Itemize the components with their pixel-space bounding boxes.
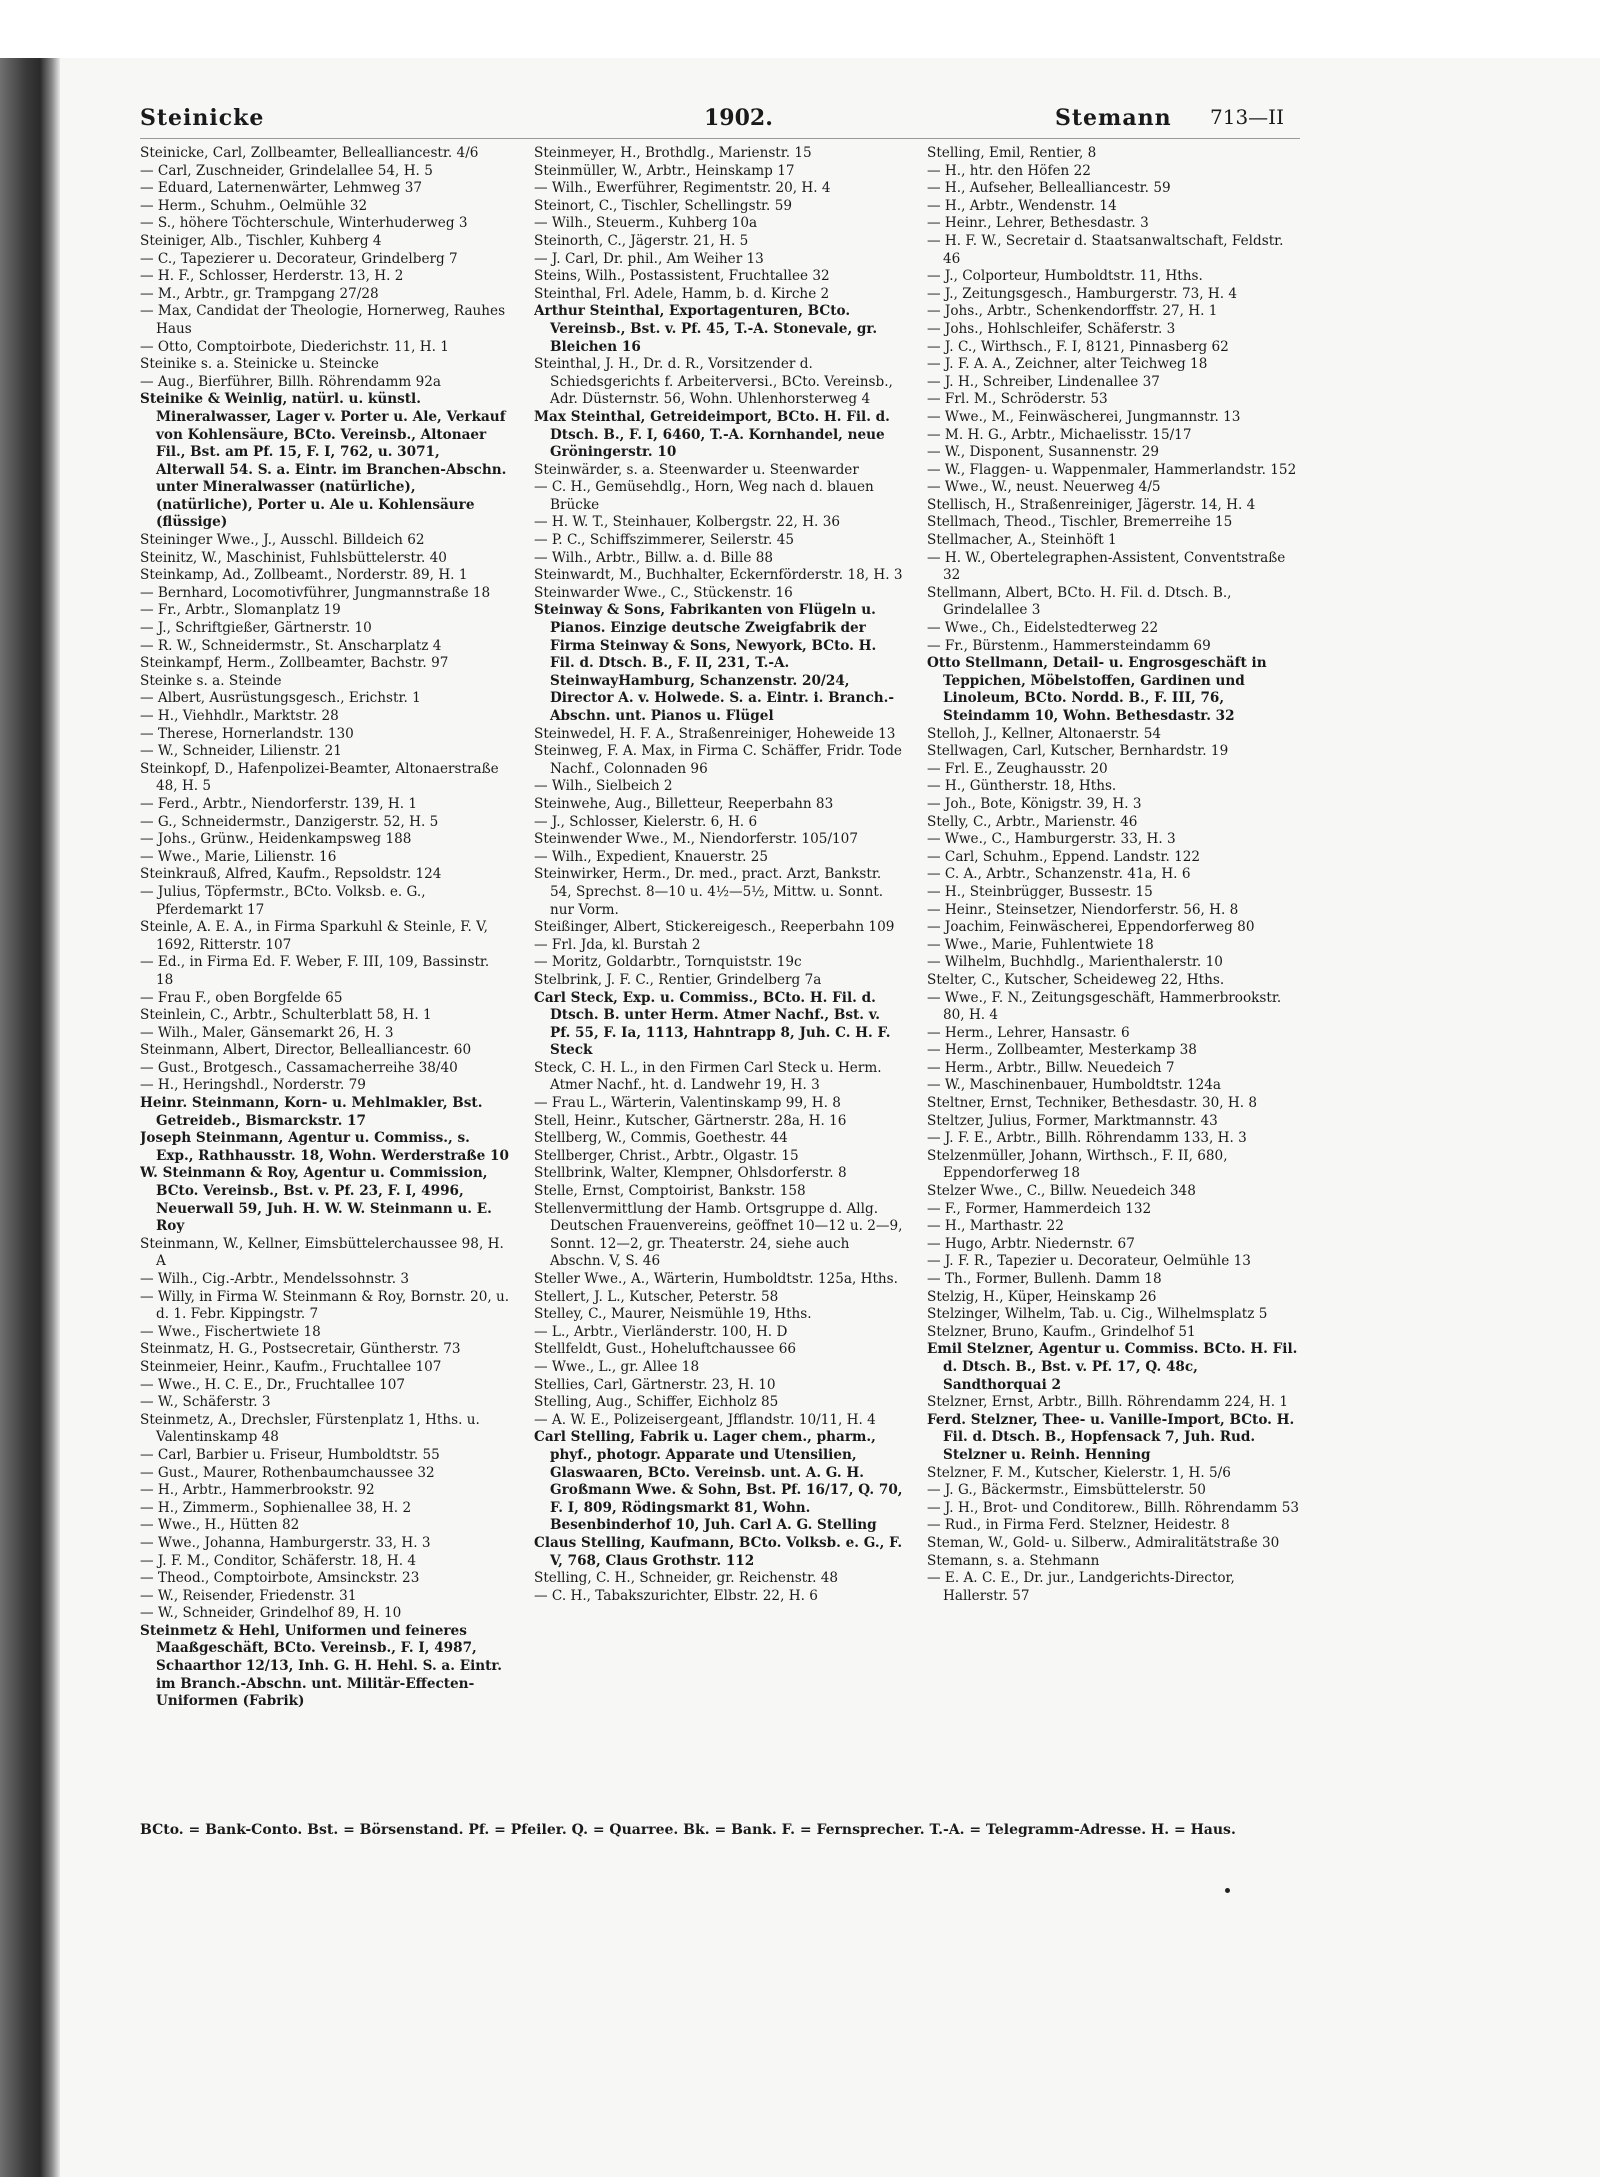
directory-entry: Stellwagen, Carl, Kutscher, Bernhardstr. 19	[927, 743, 1229, 760]
directory-entry: — H., Steinbrügger, Bussestr. 15	[927, 883, 1153, 900]
ink-speck	[1225, 1888, 1230, 1893]
directory-entry: Steinmatz, H. G., Postsecretair, Güntherstr. 73	[140, 1341, 461, 1358]
directory-entry: — J., Colporteur, Humboldtstr. 11, Hths.	[927, 268, 1203, 285]
directory-entry: — Johs., Grünw., Heidenkampsweg 188	[140, 831, 412, 848]
directory-entry: Stelle, Ernst, Comptoirist, Bankstr. 158	[534, 1183, 806, 1200]
directory-entry: — L., Arbtr., Vierländerstr. 100, H. D	[534, 1323, 788, 1340]
directory-entry: Arthur Steinthal, Exportagenturen, BCto. Vereinsb., Bst. v. Pf. 45, T.-A. Stonevale, gr. Bleichen 16	[534, 303, 878, 355]
directory-entry: — J. Carl, Dr. phil., Am Weiher 13	[534, 250, 764, 267]
directory-entry: — Wilh., Steuerm., Kuhberg 10a	[534, 215, 758, 232]
directory-entry: — Herm., Lehrer, Hansastr. 6	[927, 1024, 1130, 1041]
directory-entry: Steinkrauß, Alfred, Kaufm., Repsoldstr. 124	[140, 866, 442, 883]
directory-entry: — H., htr. den Höfen 22	[927, 162, 1091, 179]
directory-entry: — J. H., Brot- und Conditorew., Billh. Röhrendamm 53	[927, 1499, 1300, 1516]
directory-entry: Stemann, s. a. Stehmann	[927, 1552, 1100, 1569]
directory-entry: Steinkampf, Herm., Zollbeamter, Bachstr. 97	[140, 655, 449, 672]
directory-entry: — Otto, Comptoirbote, Diederichstr. 11, H. 1	[140, 338, 449, 355]
directory-entry: — H. F. W., Secretair d. Staatsanwaltschaft, Feldstr. 46	[927, 232, 1284, 267]
directory-entry: Stelzner, Bruno, Kaufm., Grindelhof 51	[927, 1323, 1196, 1340]
column-2	[534, 145, 904, 1825]
directory-entry: — H., Marthastr. 22	[927, 1218, 1064, 1235]
directory-entry: — Wwe., C., Hamburgerstr. 33, H. 3	[927, 831, 1176, 848]
directory-entry: — Frau F., oben Borgfelde 65	[140, 989, 343, 1006]
directory-entry: Steiniger, Alb., Tischler, Kuhberg 4	[140, 232, 382, 249]
directory-entry: Stelling, Aug., Schiffer, Eichholz 85	[534, 1394, 779, 1411]
directory-entry: Steinmann, W., Kellner, Eimsbüttelerchaussee 98, H. A	[140, 1235, 504, 1270]
directory-entry: — Wilh., Sielbeich 2	[534, 778, 673, 795]
directory-entry: — J. F. E., Arbtr., Billh. Röhrendamm 133, H. 3	[927, 1130, 1247, 1147]
directory-entry: — Frl. M., Schröderstr. 53	[927, 391, 1108, 408]
directory-entry: — C. H., Gemüsehdlg., Horn, Weg nach d. blauen Brücke	[534, 479, 874, 513]
directory-entry: — Albert, Ausrüstungsgesch., Erichstr. 1	[140, 690, 421, 707]
directory-entry: — Frau L., Wärterin, Valentinskamp 99, H. 8	[534, 1095, 841, 1112]
directory-entry: Stelzinger, Wilhelm, Tab. u. Cig., Wilhelmsplatz 5	[927, 1306, 1268, 1323]
directory-entry: — Wwe., H. C. E., Dr., Fruchtallee 107	[140, 1376, 406, 1393]
directory-entry: Steinmann, Albert, Director, Bellealliancestr. 60	[140, 1042, 472, 1059]
directory-entry: — Wilh., Ewerführer, Regimentstr. 20, H. 4	[534, 180, 831, 197]
directory-entry: — Wilh., Maler, Gänsemarkt 26, H. 3	[140, 1024, 394, 1041]
directory-entry: Stell, Heinr., Kutscher, Gärtnerstr. 28a, H. 16	[534, 1112, 847, 1129]
directory-entry: — Bernhard, Locomotivführer, Jungmannstraße 18	[140, 584, 491, 601]
directory-entry: — H., Zimmerm., Sophienallee 38, H. 2	[140, 1499, 412, 1516]
directory-entry: — Fr., Arbtr., Slomanplatz 19	[140, 602, 341, 619]
directory-entry: Steinorth, C., Jägerstr. 21, H. 5	[534, 232, 749, 249]
directory-entry: Stelly, C., Arbtr., Marienstr. 46	[927, 813, 1138, 830]
directory-entry: — Moritz, Goldarbtr., Tornquiststr. 19c	[534, 954, 802, 971]
directory-entry: — Aug., Bierführer, Billh. Röhrendamm 92a	[140, 373, 441, 390]
directory-columns	[140, 145, 1300, 1825]
directory-entry: — Frl. E., Zeughausstr. 20	[927, 760, 1108, 777]
directory-entry: — J., Schlosser, Kielerstr. 6, H. 6	[534, 813, 758, 830]
column-3	[927, 145, 1300, 1825]
directory-entry: — Joh., Bote, Königstr. 39, H. 3	[927, 795, 1142, 812]
directory-entry: — Rud., in Firma Ferd. Stelzner, Heidestr. 8	[927, 1517, 1230, 1534]
directory-entry: — W., Schäferstr. 3	[140, 1394, 271, 1411]
directory-entry: Stelzner, F. M., Kutscher, Kielerstr. 1, H. 5/6	[927, 1464, 1231, 1481]
directory-entry: Stellberger, Christ., Arbtr., Olgastr. 15	[534, 1147, 799, 1164]
directory-entry: — W., Reisender, Friedenstr. 31	[140, 1587, 357, 1604]
directory-entry: Steinle, A. E. A., in Firma Sparkuhl & Steinle, F. V, 1692, Ritterstr. 107	[140, 919, 488, 953]
directory-entry: Steinwarder Wwe., C., Stückenstr. 16	[534, 584, 793, 601]
directory-entry: — Wwe., Ch., Eidelstedterweg 22	[927, 620, 1159, 637]
directory-entry: Steinwehe, Aug., Billetteur, Reeperbahn 83	[534, 795, 834, 812]
directory-entry: Joseph Steinmann, Agentur u. Commiss., s. Exp., Rathhausstr. 18, Wohn. Werderstraße 10	[140, 1130, 509, 1164]
directory-entry: Steller Wwe., A., Wärterin, Humboldtstr. 125a, Hths.	[534, 1271, 898, 1287]
scan-top-margin	[0, 0, 1600, 58]
directory-entry: — J. H., Schreiber, Lindenallee 37	[927, 373, 1160, 390]
directory-entry: — Ferd., Arbtr., Niendorferstr. 139, H. 1	[140, 795, 418, 812]
directory-entry: — W., Schneider, Lilienstr. 21	[140, 743, 342, 760]
directory-entry: — Wwe., L., gr. Allee 18	[534, 1358, 700, 1375]
directory-entry: Steinthal, J. H., Dr. d. R., Vorsitzender d. Schiedsgerichts f. Arbeiterversi., BCto. Vereinsb., Adr. Düsternstr. 56, Wohn. Uhlenhorsterweg 4	[534, 356, 893, 408]
directory-entry: — Th., Former, Bullenh. Damm 18	[927, 1271, 1162, 1287]
directory-entry: — A. W. E., Polizeisergeant, Jfflandstr. 10/11, H. 4	[534, 1411, 876, 1428]
directory-entry: — Herm., Arbtr., Billw. Neuedeich 7	[927, 1059, 1175, 1076]
directory-entry: — Wilhelm, Buchhdlg., Marienthalerstr. 10	[927, 954, 1223, 971]
directory-entry: — H. W. T., Steinhauer, Kolbergstr. 22, H. 36	[534, 514, 840, 531]
directory-entry: Otto Stellmann, Detail- u. Engrosgeschäft in Teppichen, Möbelstoffen, Gardinen und Linoleum, BCto. Nordd. B., F. III, 76, Steindamm 10, Wohn. Bethesdastr. 32	[927, 655, 1267, 724]
directory-entry: Max Steinthal, Getreideimport, BCto. H. Fil. d. Dtsch. B., F. I, 6460, T.-A. Kornhandel, neue Gröningerstr. 10	[534, 408, 890, 461]
directory-entry: — Carl, Zuschneider, Grindelallee 54, H. 5	[140, 162, 433, 179]
directory-entry: Stelloh, J., Kellner, Altonaerstr. 54	[927, 725, 1162, 742]
directory-entry: Stelter, C., Kutscher, Scheideweg 22, Hths.	[927, 971, 1225, 988]
page-header	[140, 105, 1300, 141]
directory-entry: Stelbrink, J. F. C., Rentier, Grindelberg 7a	[534, 971, 822, 988]
directory-entry: — Hugo, Arbtr. Niedernstr. 67	[927, 1235, 1135, 1252]
directory-entry: — J. F. M., Conditor, Schäferstr. 18, H. 4	[140, 1552, 417, 1569]
directory-entry: — H., Viehhdlr., Marktstr. 28	[140, 708, 339, 724]
directory-entry: Steinike & Weinlig, natürl. u. künstl. Mineralwasser, Lager v. Porter u. Ale, Verkauf von Kohlensäure, BCto. Vereinsb., Altonaer Fil., Bst. am Pf. 15, F. I, 762, u. 3071, Alterwall 54. S. a. Eintr. im Branchen-Abschn. unter Mineralwasser (natürliche), (natürliche), Porter u. Ale u. Kohlensäure (flüssige)	[140, 391, 507, 531]
directory-entry: Steinike s. a. Steinicke u. Steincke	[140, 356, 379, 373]
directory-entry: — Wwe., Johanna, Hamburgerstr. 33, H. 3	[140, 1534, 431, 1551]
directory-entry: — Wilh., Arbtr., Billw. a. d. Bille 88	[534, 549, 773, 566]
directory-entry: — C., Tapezierer u. Decorateur, Grindelberg 7	[140, 250, 458, 267]
directory-entry: — J. G., Bäckermstr., Eimsbüttelerstr. 50	[927, 1482, 1206, 1499]
directory-entry: — W., Maschinenbauer, Humboldtstr. 124a	[927, 1077, 1222, 1094]
directory-entry: — H., Aufseher, Bellealliancestr. 59	[927, 180, 1171, 197]
directory-entry: Steininger Wwe., J., Ausschl. Billdeich 62	[140, 532, 425, 549]
directory-entry: Steinwardt, M., Buchhalter, Eckernförderstr. 18, H. 3	[534, 567, 903, 584]
directory-entry: Steinmetz & Hehl, Uniformen und feineres Maaßgeschäft, BCto. Vereinsb., F. I, 4987, Schaarthor 12/13, Inh. G. H. Hehl. S. a. Eintr. im Branch.-Abschn. unt. Militär-Effecten-Uniformen (Fabrik)	[140, 1622, 503, 1710]
directory-entry: — Wilh., Cig.-Arbtr., Mendelssohnstr. 3	[140, 1271, 410, 1287]
directory-entry: Steinwärder, s. a. Steenwarder u. Steenwarder	[534, 461, 859, 478]
directory-entry: — H. W., Obertelegraphen-Assistent, Conventstraße 32	[927, 549, 1286, 584]
column-1	[140, 145, 510, 1825]
directory-entry: — Herm., Zollbeamter, Mesterkamp 38	[927, 1042, 1197, 1059]
directory-entry: — Gust., Brotgesch., Cassamacherreihe 38/40	[140, 1059, 458, 1076]
directory-entry: — Wwe., H., Hütten 82	[140, 1517, 300, 1534]
directory-entry: Steltzer, Julius, Former, Marktmannstr. 43	[927, 1112, 1218, 1129]
directory-entry: Carl Steck, Exp. u. Commiss., BCto. H. Fil. d. Dtsch. B. unter Herm. Atmer Nachf., Bst. v. Pf. 55, F. Ia, 1113, Hahntrapp 8, Juh. C. H. F. Steck	[534, 989, 891, 1059]
directory-entry: — H., Arbtr., Wendenstr. 14	[927, 197, 1117, 214]
directory-entry: — Frl. Jda, kl. Burstah 2	[534, 936, 701, 953]
directory-entry: — Johs., Arbtr., Schenkendorffstr. 27, H. 1	[927, 303, 1218, 320]
directory-entry: — W., Disponent, Susannenstr. 29	[927, 444, 1160, 461]
directory-entry: Steinlein, C., Arbtr., Schulterblatt 58, H. 1	[140, 1007, 432, 1024]
directory-entry: Steinweg, F. A. Max, in Firma C. Schäffer, Fridr. Tode Nachf., Colonnaden 96	[534, 743, 902, 777]
directory-entry: — P. C., Schiffszimmerer, Seilerstr. 45	[534, 532, 794, 549]
directory-entry: — Max, Candidat der Theologie, Hornerweg, Rauhes Haus	[140, 303, 506, 337]
directory-entry: Heinr. Steinmann, Korn- u. Mehlmakler, Bst. Getreideb., Bismarckstr. 17	[140, 1095, 483, 1129]
directory-entry: — M., Arbtr., gr. Trampgang 27/28	[140, 285, 379, 302]
directory-entry: — Wwe., Marie, Fuhlentwiete 18	[927, 936, 1154, 953]
directory-entry: Stellert, J. L., Kutscher, Peterstr. 58	[534, 1288, 779, 1305]
directory-entry: — J., Schriftgießer, Gärtnerstr. 10	[140, 620, 372, 637]
directory-entry: — J. F. A. A., Zeichner, alter Teichweg 18	[927, 356, 1208, 373]
directory-entry: — Heinr., Steinsetzer, Niendorferstr. 56, H. 8	[927, 901, 1239, 918]
directory-entry: — J. C., Wirthsch., F. I, 8121, Pinnasberg 62	[927, 338, 1229, 355]
directory-entry: — R. W., Schneidermstr., St. Anscharplatz 4	[140, 637, 442, 654]
directory-entry: Steinwedel, H. F. A., Straßenreiniger, Hoheweide 13	[534, 725, 896, 742]
directory-entry: Steinthal, Frl. Adele, Hamm, b. d. Kirche 2	[534, 285, 830, 302]
directory-entry: Emil Stelzner, Agentur u. Commiss. BCto. H. Fil. d. Dtsch. B., Bst. v. Pf. 17, Q. 48c, Sandthorquai 2	[927, 1341, 1298, 1393]
header-rule	[140, 138, 1300, 139]
directory-entry: Steinkamp, Ad., Zollbeamt., Norderstr. 89, H. 1	[140, 567, 468, 584]
directory-entry: — Therese, Hornerlandstr. 130	[140, 725, 354, 742]
directory-entry: — Wwe., F. N., Zeitungsgeschäft, Hammerbrookstr. 80, H. 4	[927, 989, 1282, 1024]
directory-entry: Steltner, Ernst, Techniker, Bethesdastr. 30, H. 8	[927, 1095, 1258, 1112]
directory-entry: — H., Güntherstr. 18, Hths.	[927, 778, 1117, 795]
directory-entry: W. Steinmann & Roy, Agentur u. Commission, BCto. Vereinsb., Bst. v. Pf. 23, F. I, 4996, Neuerwall 59, Juh. H. W. W. Steinmann u. E. Roy	[140, 1165, 492, 1235]
directory-entry: Stelley, C., Maurer, Neismühle 19, Hths.	[534, 1306, 812, 1323]
directory-entry: Steinmetz, A., Drechsler, Fürstenplatz 1, Hths. u. Valentinskamp 48	[140, 1411, 480, 1446]
directory-entry: Steinwender Wwe., M., Niendorferstr. 105/107	[534, 831, 858, 848]
directory-entry: — Ed., in Firma Ed. F. Weber, F. III, 109, Bassinstr. 18	[140, 954, 490, 988]
directory-entry: — Carl, Barbier u. Friseur, Humboldtstr. 55	[140, 1446, 440, 1463]
directory-entry: Stellenvermittlung der Hamb. Ortsgruppe d. Allg. Deutschen Frauenvereins, geöffnet 10—12 u. 2—9, Sonnt. 12—2, gr. Theaterstr. 24, siehe auch Abschn. V, S. 46	[534, 1200, 903, 1270]
directory-entry: Steinwirker, Herm., Dr. med., pract. Arzt, Bankstr. 54, Sprechst. 8—10 u. 4½—5½, Mittw. u. Sonnt. nur Vorm.	[534, 866, 884, 918]
directory-entry: Stellfeldt, Gust., Hoheluftchaussee 66	[534, 1341, 797, 1358]
directory-entry: — W., Flaggen- u. Wappenmaler, Hammerlandstr. 152	[927, 461, 1297, 478]
directory-entry: Stellisch, H., Straßenreiniger, Jägerstr. 14, H. 4	[927, 496, 1256, 513]
directory-entry: Steißinger, Albert, Stickereigesch., Reeperbahn 109	[534, 919, 895, 936]
directory-entry: — Theod., Comptoirbote, Amsinckstr. 23	[140, 1570, 420, 1587]
directory-entry: Steins, Wilh., Postassistent, Fruchtallee 32	[534, 268, 830, 285]
directory-entry: Steman, W., Gold- u. Silberw., Admiralitätstraße 30	[927, 1534, 1280, 1551]
directory-entry: Steck, C. H. L., in den Firmen Carl Steck u. Herm. Atmer Nachf., ht. d. Landwehr 19, H. 3	[534, 1059, 882, 1094]
directory-entry: Steinke s. a. Steinde	[140, 672, 282, 689]
directory-entry: Steinkopf, D., Hafenpolizei-Beamter, Altonaerstraße 48, H. 5	[140, 760, 499, 795]
directory-entry: Steinway & Sons, Fabrikanten von Flügeln u. Pianos. Einzige deutsche Zweigfabrik der Firma Steinway & Sons, Newyork, BCto. H. Fil. d. Dtsch. B., F. II, 231, T.-A. SteinwayHamburg, Schanzenstr. 20/24, Director A. v. Holwede. S. a. Eintr. i. Branch.-Abschn. unt. Pianos u. Flügel	[534, 602, 894, 724]
directory-entry: Stelzenmüller, Johann, Wirthsch., F. II, 680, Eppendorferweg 18	[927, 1147, 1228, 1182]
directory-entry: — Wwe., Fischertwiete 18	[140, 1323, 321, 1340]
directory-entry: — H., Heringshdl., Norderstr. 79	[140, 1077, 366, 1094]
directory-entry: — Wwe., Marie, Lilienstr. 16	[140, 848, 337, 865]
header-right-keyword: Stemann	[1055, 105, 1172, 131]
directory-entry: Stellmann, Albert, BCto. H. Fil. d. Dtsch. B., Grindelallee 3	[927, 584, 1232, 619]
directory-entry: — Wwe., W., neust. Neuerweg 4/5	[927, 479, 1161, 496]
directory-entry: Steinort, C., Tischler, Schellingstr. 59	[534, 197, 792, 214]
directory-entry: Stelling, Emil, Rentier, 8	[927, 145, 1097, 161]
directory-entry: Stellmacher, A., Steinhöft 1	[927, 532, 1117, 549]
directory-entry: — F., Former, Hammerdeich 132	[927, 1200, 1152, 1217]
directory-entry: — Carl, Schuhm., Eppend. Landstr. 122	[927, 848, 1201, 865]
directory-entry: Steinicke, Carl, Zollbeamter, Bellealliancestr. 4/6	[140, 145, 479, 161]
page-number: 713—II	[1210, 105, 1284, 129]
binding-edge	[0, 58, 60, 2177]
directory-entry: Claus Stelling, Kaufmann, BCto. Volksb. e. G., F. V, 768, Claus Grothstr. 112	[534, 1534, 903, 1569]
directory-entry: — S., höhere Töchterschule, Winterhuderweg 3	[140, 215, 468, 232]
directory-entry: — Fr., Bürstenm., Hammersteindamm 69	[927, 637, 1211, 654]
directory-entry: — H., Arbtr., Hammerbrookstr. 92	[140, 1482, 375, 1499]
directory-entry: Stellbrink, Walter, Klempner, Ohlsdorferstr. 8	[534, 1165, 847, 1182]
directory-entry: — Eduard, Laternenwärter, Lehmweg 37	[140, 180, 423, 197]
directory-entry: Stellmach, Theod., Tischler, Bremerreihe 15	[927, 514, 1233, 531]
directory-entry: Stelling, C. H., Schneider, gr. Reichenstr. 48	[534, 1570, 839, 1587]
directory-entry: Stelzner, Ernst, Arbtr., Billh. Röhrendamm 224, H. 1	[927, 1394, 1289, 1411]
directory-entry: — Gust., Maurer, Rothenbaumchaussee 32	[140, 1464, 435, 1481]
directory-entry: — J. F. R., Tapezier u. Decorateur, Oelmühle 13	[927, 1253, 1251, 1270]
directory-entry: — H. F., Schlosser, Herderstr. 13, H. 2	[140, 268, 404, 285]
abbreviation-legend: BCto. = Bank-Conto. Bst. = Börsenstand. Pf. = Pfeiler. Q. = Quarree. Bk. = Bank. F. = Fernsprecher. T.-A. = Telegramm-Adresse. H. = Haus.	[140, 1822, 1236, 1838]
directory-entry: Steinmeier, Heinr., Kaufm., Fruchtallee 107	[140, 1358, 442, 1375]
directory-entry: — C. A., Arbtr., Schanzenstr. 41a, H. 6	[927, 866, 1191, 883]
directory-entry: Stellies, Carl, Gärtnerstr. 23, H. 10	[534, 1376, 776, 1393]
directory-entry: — Wilh., Expedient, Knauerstr. 25	[534, 848, 769, 865]
directory-entry: — W., Schneider, Grindelhof 89, H. 10	[140, 1605, 402, 1622]
header-year: 1902.	[704, 105, 773, 131]
directory-entry: — C. H., Tabakszurichter, Elbstr. 22, H. 6	[534, 1587, 818, 1604]
directory-entry: — Willy, in Firma W. Steinmann & Roy, Bornstr. 20, u. d. 1. Febr. Kippingstr. 7	[140, 1288, 510, 1323]
directory-entry: Carl Stelling, Fabrik u. Lager chem., pharm., phyf., photogr. Apparate und Utensilien, Glaswaaren, BCto. Vereinsb. unt. A. G. H. Großmann Wwe. & Sohn, Bst. Pf. 16/17, Q. 70, F. I, 809, Rödingsmarkt 81, Wohn. Besenbinderhof 10, Juh. Carl A. G. Stelling	[534, 1429, 903, 1534]
directory-entry: Steinmüller, W., Arbtr., Heinskamp 17	[534, 162, 795, 179]
directory-entry: — Wwe., M., Feinwäscherei, Jungmannstr. 13	[927, 408, 1241, 425]
directory-entry: Stelzig, H., Küper, Heinskamp 26	[927, 1288, 1157, 1305]
directory-entry: — E. A. C. E., Dr. jur., Landgerichts-Director, Hallerstr. 57	[927, 1570, 1235, 1604]
directory-entry: — J., Zeitungsgesch., Hamburgerstr. 73, H. 4	[927, 285, 1238, 302]
directory-entry: — G., Schneidermstr., Danzigerstr. 52, H. 5	[140, 813, 439, 830]
directory-entry: Stellberg, W., Commis, Goethestr. 44	[534, 1130, 788, 1147]
directory-entry: Stelzer Wwe., C., Billw. Neuedeich 348	[927, 1183, 1196, 1200]
directory-entry: Steinitz, W., Maschinist, Fuhlsbüttelerstr. 40	[140, 549, 447, 566]
header-left-keyword: Steinicke	[140, 105, 265, 131]
directory-entry: — Herm., Schuhm., Oelmühle 32	[140, 197, 368, 214]
directory-entry: — M. H. G., Arbtr., Michaelisstr. 15/17	[927, 426, 1192, 443]
directory-entry: Steinmeyer, H., Brothdlg., Marienstr. 15	[534, 145, 812, 161]
directory-entry: — Heinr., Lehrer, Bethesdastr. 3	[927, 215, 1149, 232]
directory-entry: — Johs., Hohlschleifer, Schäferstr. 3	[927, 320, 1176, 337]
directory-entry: — Joachim, Feinwäscherei, Eppendorferweg 80	[927, 919, 1255, 936]
directory-entry: — Julius, Töpfermstr., BCto. Volksb. e. G., Pferdemarkt 17	[140, 883, 426, 918]
directory-entry: Ferd. Stelzner, Thee- u. Vanille-Import, BCto. H. Fil. d. Dtsch. B., Hopfensack 7, Juh. Rud. Stelzner u. Reinh. Henning	[927, 1411, 1295, 1463]
